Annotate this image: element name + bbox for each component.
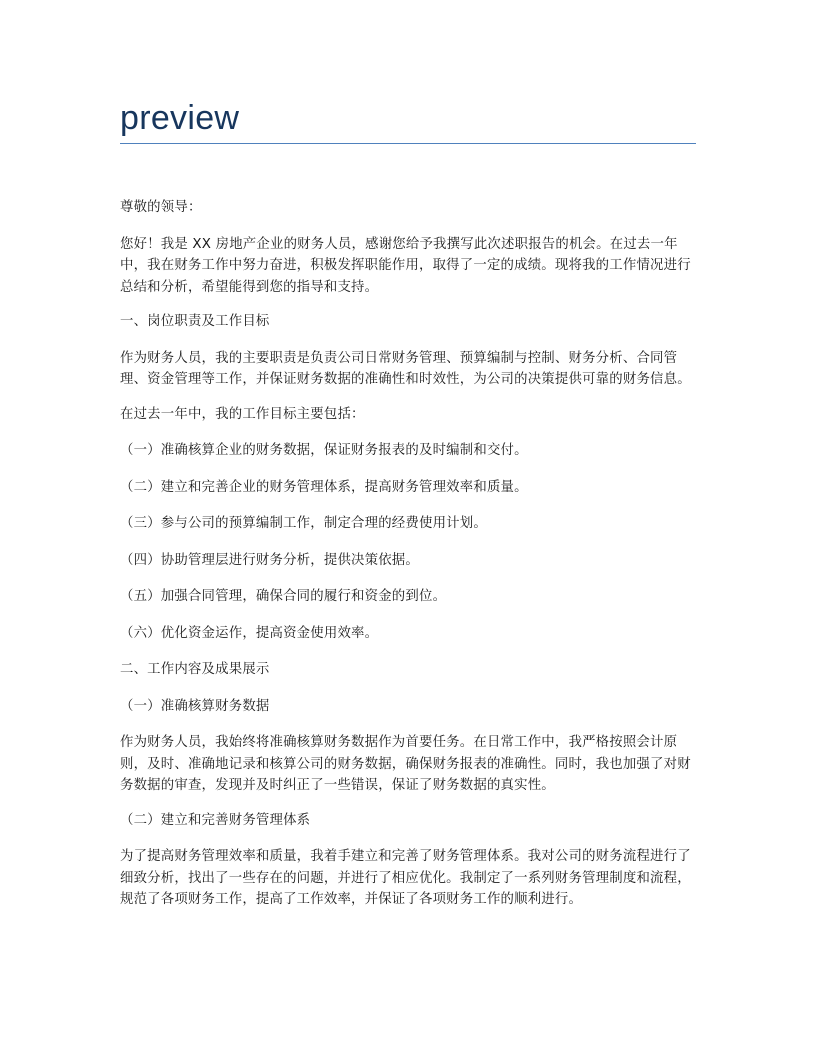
section-heading-work: 二、工作内容及成果展示 [120,662,270,677]
goal-item-5: （五）加强合同管理，确保合同的履行和资金的到位。 [120,589,447,604]
management-system-paragraph: 为了提高财务管理效率和质量，我着手建立和完善了财务管理体系。我对公司的财务流程进行了细致分析，找出了一些存在的问题，并进行了相应优化。我制定了一系列财务管理制度和流程，规范了各项财务工作，提高了工作效率，并保证了各项财务工作的顺利进行。 [120,849,691,907]
subheading-accounting: （一）准确核算财务数据 [120,698,270,714]
goal-item-1: （一）准确核算企业的财务数据，保证财务报表的及时编制和交付。 [120,443,528,458]
title-underline [120,143,696,144]
subheading-management-system: （二）建立和完善财务管理体系 [120,812,311,828]
document-title: preview [120,99,240,137]
goal-item-2: （二）建立和完善企业的财务管理体系，提高财务管理效率和质量。 [120,479,528,495]
goal-item-6: （六）优化资金运作，提高资金使用效率。 [120,625,379,641]
responsibilities-paragraph: 作为财务人员，我的主要职责是负责公司日常财务管理、预算编制与控制、财务分析、合同管理、资金管理等工作，并保证财务数据的准确性和时效性，为公司的决策提供可靠的财务信息。 [120,350,691,387]
document-body [120,197,696,924]
goal-item-4: （四）协助管理层进行财务分析，提供决策依据。 [120,552,419,568]
goals-intro: 在过去一年中，我的工作目标主要包括： [120,406,365,422]
goal-item-3: （三）参与公司的预算编制工作，制定合理的经费使用计划。 [120,516,487,531]
salutation: 尊敬的领导： [120,200,202,215]
section-heading-responsibilities: 一、岗位职责及工作目标 [120,314,270,329]
intro-paragraph: 您好！我是 XX 房地产企业的财务人员，感谢您给予我撰写此次述职报告的机会。在过去一年中，我在财务工作中努力奋进，积极发挥职能作用，取得了一定的成绩。现将我的工作情况进行总结和分析，希望能得到您的指导和支持。 [120,236,691,295]
accounting-paragraph: 作为财务人员，我始终将准确核算财务数据作为首要任务。在日常工作中，我严格按照会计原则，及时、准确地记录和核算公司的财务数据，确保财务报表的准确性。同时，我也加强了对财务数据的审查，发现并及时纠正了一些错误，保证了财务数据的真实性。 [120,735,691,793]
